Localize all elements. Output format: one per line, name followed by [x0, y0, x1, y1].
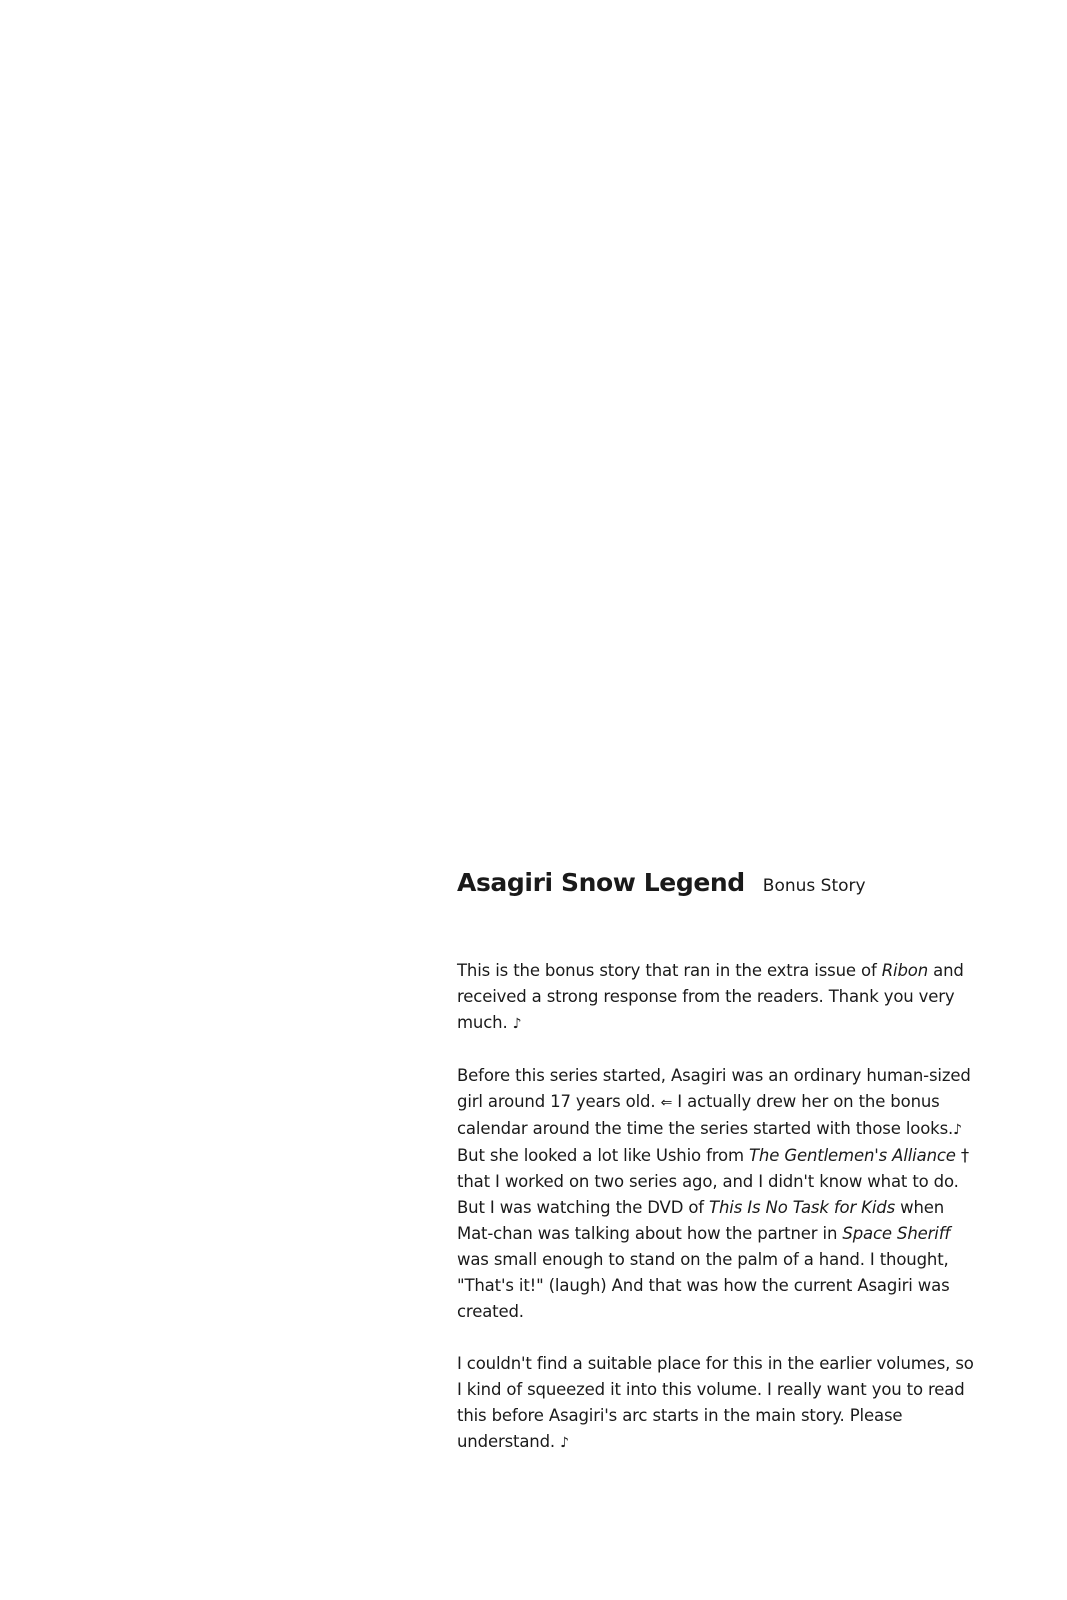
magazine-title-ribon: Ribon	[881, 961, 929, 980]
music-note-icon: ♪	[953, 1122, 962, 1138]
music-note-icon: ♪	[560, 1435, 569, 1451]
p1-text-a: This is the bonus story that ran in the extra issue of	[457, 961, 882, 980]
series-title-gentlemens-alliance: The Gentlemen's Alliance	[748, 1146, 956, 1165]
p3-text-a: I couldn't find a suitable place for this in the earlier volumes, so I kind of squeezed it into this volume. I really want you to read this before Asagiri's arc starts in the main story. Please understand.	[457, 1354, 974, 1451]
music-note-icon: ♪	[512, 1016, 522, 1032]
p2-text-d: that I worked on two series ago, and I didn't know what to do. But I was watching the DVD of	[457, 1172, 959, 1217]
p1-text-b: and received a strong response from the readers. Thank you very much.	[457, 961, 964, 1032]
p2-text-b: I actually drew her on the bonus calendar around the time the series started with those looks.	[457, 1092, 954, 1138]
afterword-body	[457, 958, 977, 1482]
dagger-symbol: †	[960, 1146, 970, 1165]
section-heading	[457, 868, 977, 897]
p2-text-f: was small enough to stand on the palm of a hand. I thought, "That's it!" (laugh) And that was how the current Asagiri was created.	[457, 1250, 950, 1321]
paragraph-2	[457, 1063, 977, 1325]
p2-text-a: Before this series started, Asagiri was an ordinary human-sized girl around 17 years old.	[457, 1066, 971, 1111]
story-title: Asagiri Snow Legend	[457, 868, 745, 897]
p2-text-e: when Mat-chan was talking about how the partner in	[457, 1198, 945, 1243]
series-title-space-sheriff: Space Sheriff	[842, 1224, 951, 1243]
paragraph-1	[457, 958, 977, 1037]
p2-text-c: But she looked a lot like Ushio from	[457, 1146, 749, 1165]
series-title-no-task-for-kids: This Is No Task for Kids	[709, 1198, 896, 1217]
story-subtitle: Bonus Story	[762, 876, 866, 896]
arrow-left-icon: ⇐	[660, 1095, 673, 1111]
paragraph-3	[457, 1351, 977, 1456]
